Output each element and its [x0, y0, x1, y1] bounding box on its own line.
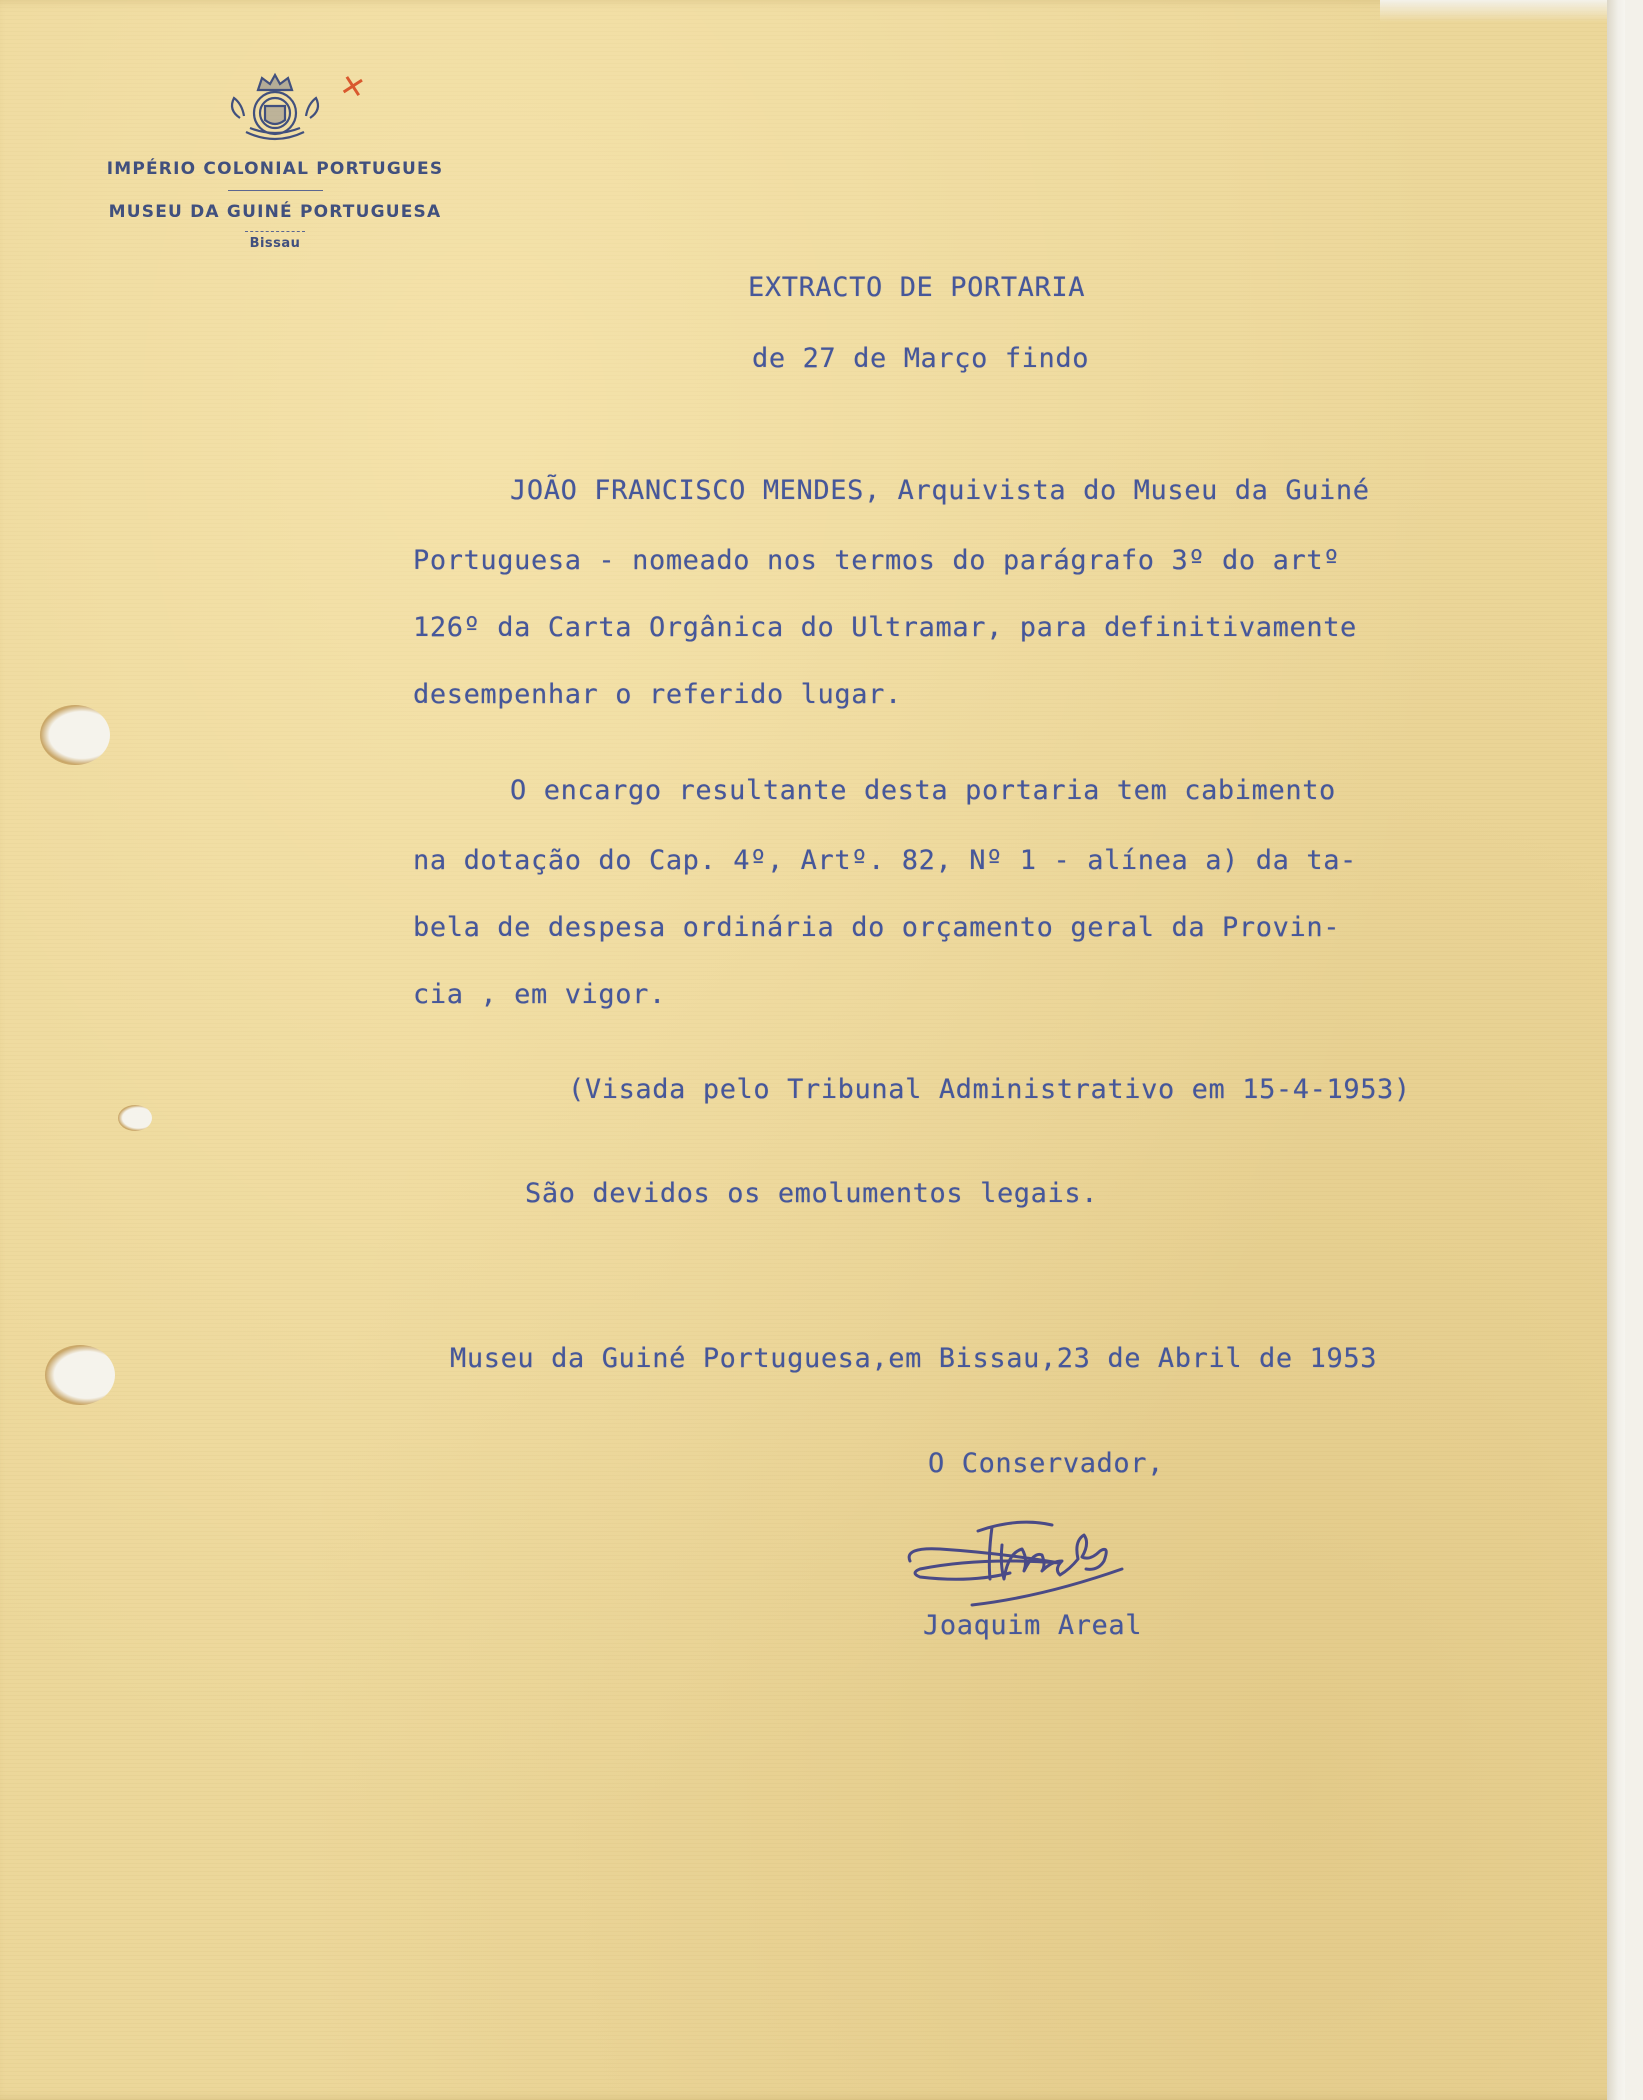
letterhead-divider	[228, 190, 323, 191]
handwritten-signature	[900, 1505, 1220, 1615]
torn-top-edge	[1380, 0, 1625, 22]
punch-hole	[118, 1105, 152, 1131]
paragraph2-line: cia , em vigor.	[413, 979, 666, 1010]
paragraph1-line: 126º da Carta Orgânica do Ultramar, para definitivamente	[413, 612, 1357, 643]
letterhead-divider	[245, 231, 305, 232]
coat-of-arms-icon	[220, 70, 330, 150]
paragraph1-line: desempenhar o referido lugar.	[413, 679, 902, 710]
paragraph2-line: na dotação do Cap. 4º, Artº. 82, Nº 1 - alínea a) da ta-	[413, 845, 1357, 876]
paragraph2-line: bela de despesa ordinária do orçamento geral da Provin-	[413, 912, 1341, 943]
red-cross-mark-icon: ✕	[336, 67, 369, 108]
document-date-line: de 27 de Março findo	[752, 343, 1090, 374]
punch-hole	[45, 1345, 115, 1405]
signatory-name: Joaquim Areal	[923, 1610, 1143, 1641]
letterhead-line-2: MUSEU DA GUINÉ PORTUGUESA	[108, 202, 442, 222]
letterhead-line-1: IMPÉRIO COLONIAL PORTUGUES	[106, 159, 444, 179]
closing-title: O Conservador,	[928, 1448, 1164, 1479]
letterhead-city: Bissau	[249, 236, 301, 251]
page-edge	[1607, 0, 1625, 2100]
visa-note: (Visada pelo Tribunal Administrativo em 15-4-1953)	[568, 1074, 1411, 1105]
paragraph1-line: JOÃO FRANCISCO MENDES, Arquivista do Museu da Guiné	[510, 475, 1370, 506]
punch-hole	[40, 705, 110, 765]
letterhead	[55, 67, 495, 251]
document-title: EXTRACTO DE PORTARIA	[748, 272, 1086, 303]
paragraph1-line: Portuguesa - nomeado nos termos do parágrafo 3º do artº	[413, 545, 1341, 576]
fees-note: São devidos os emolumentos legais.	[525, 1178, 1099, 1209]
paragraph2-line: O encargo resultante desta portaria tem cabimento	[510, 775, 1336, 806]
place-and-date: Museu da Guiné Portuguesa,em Bissau,23 de Abril de 1953	[450, 1343, 1378, 1374]
